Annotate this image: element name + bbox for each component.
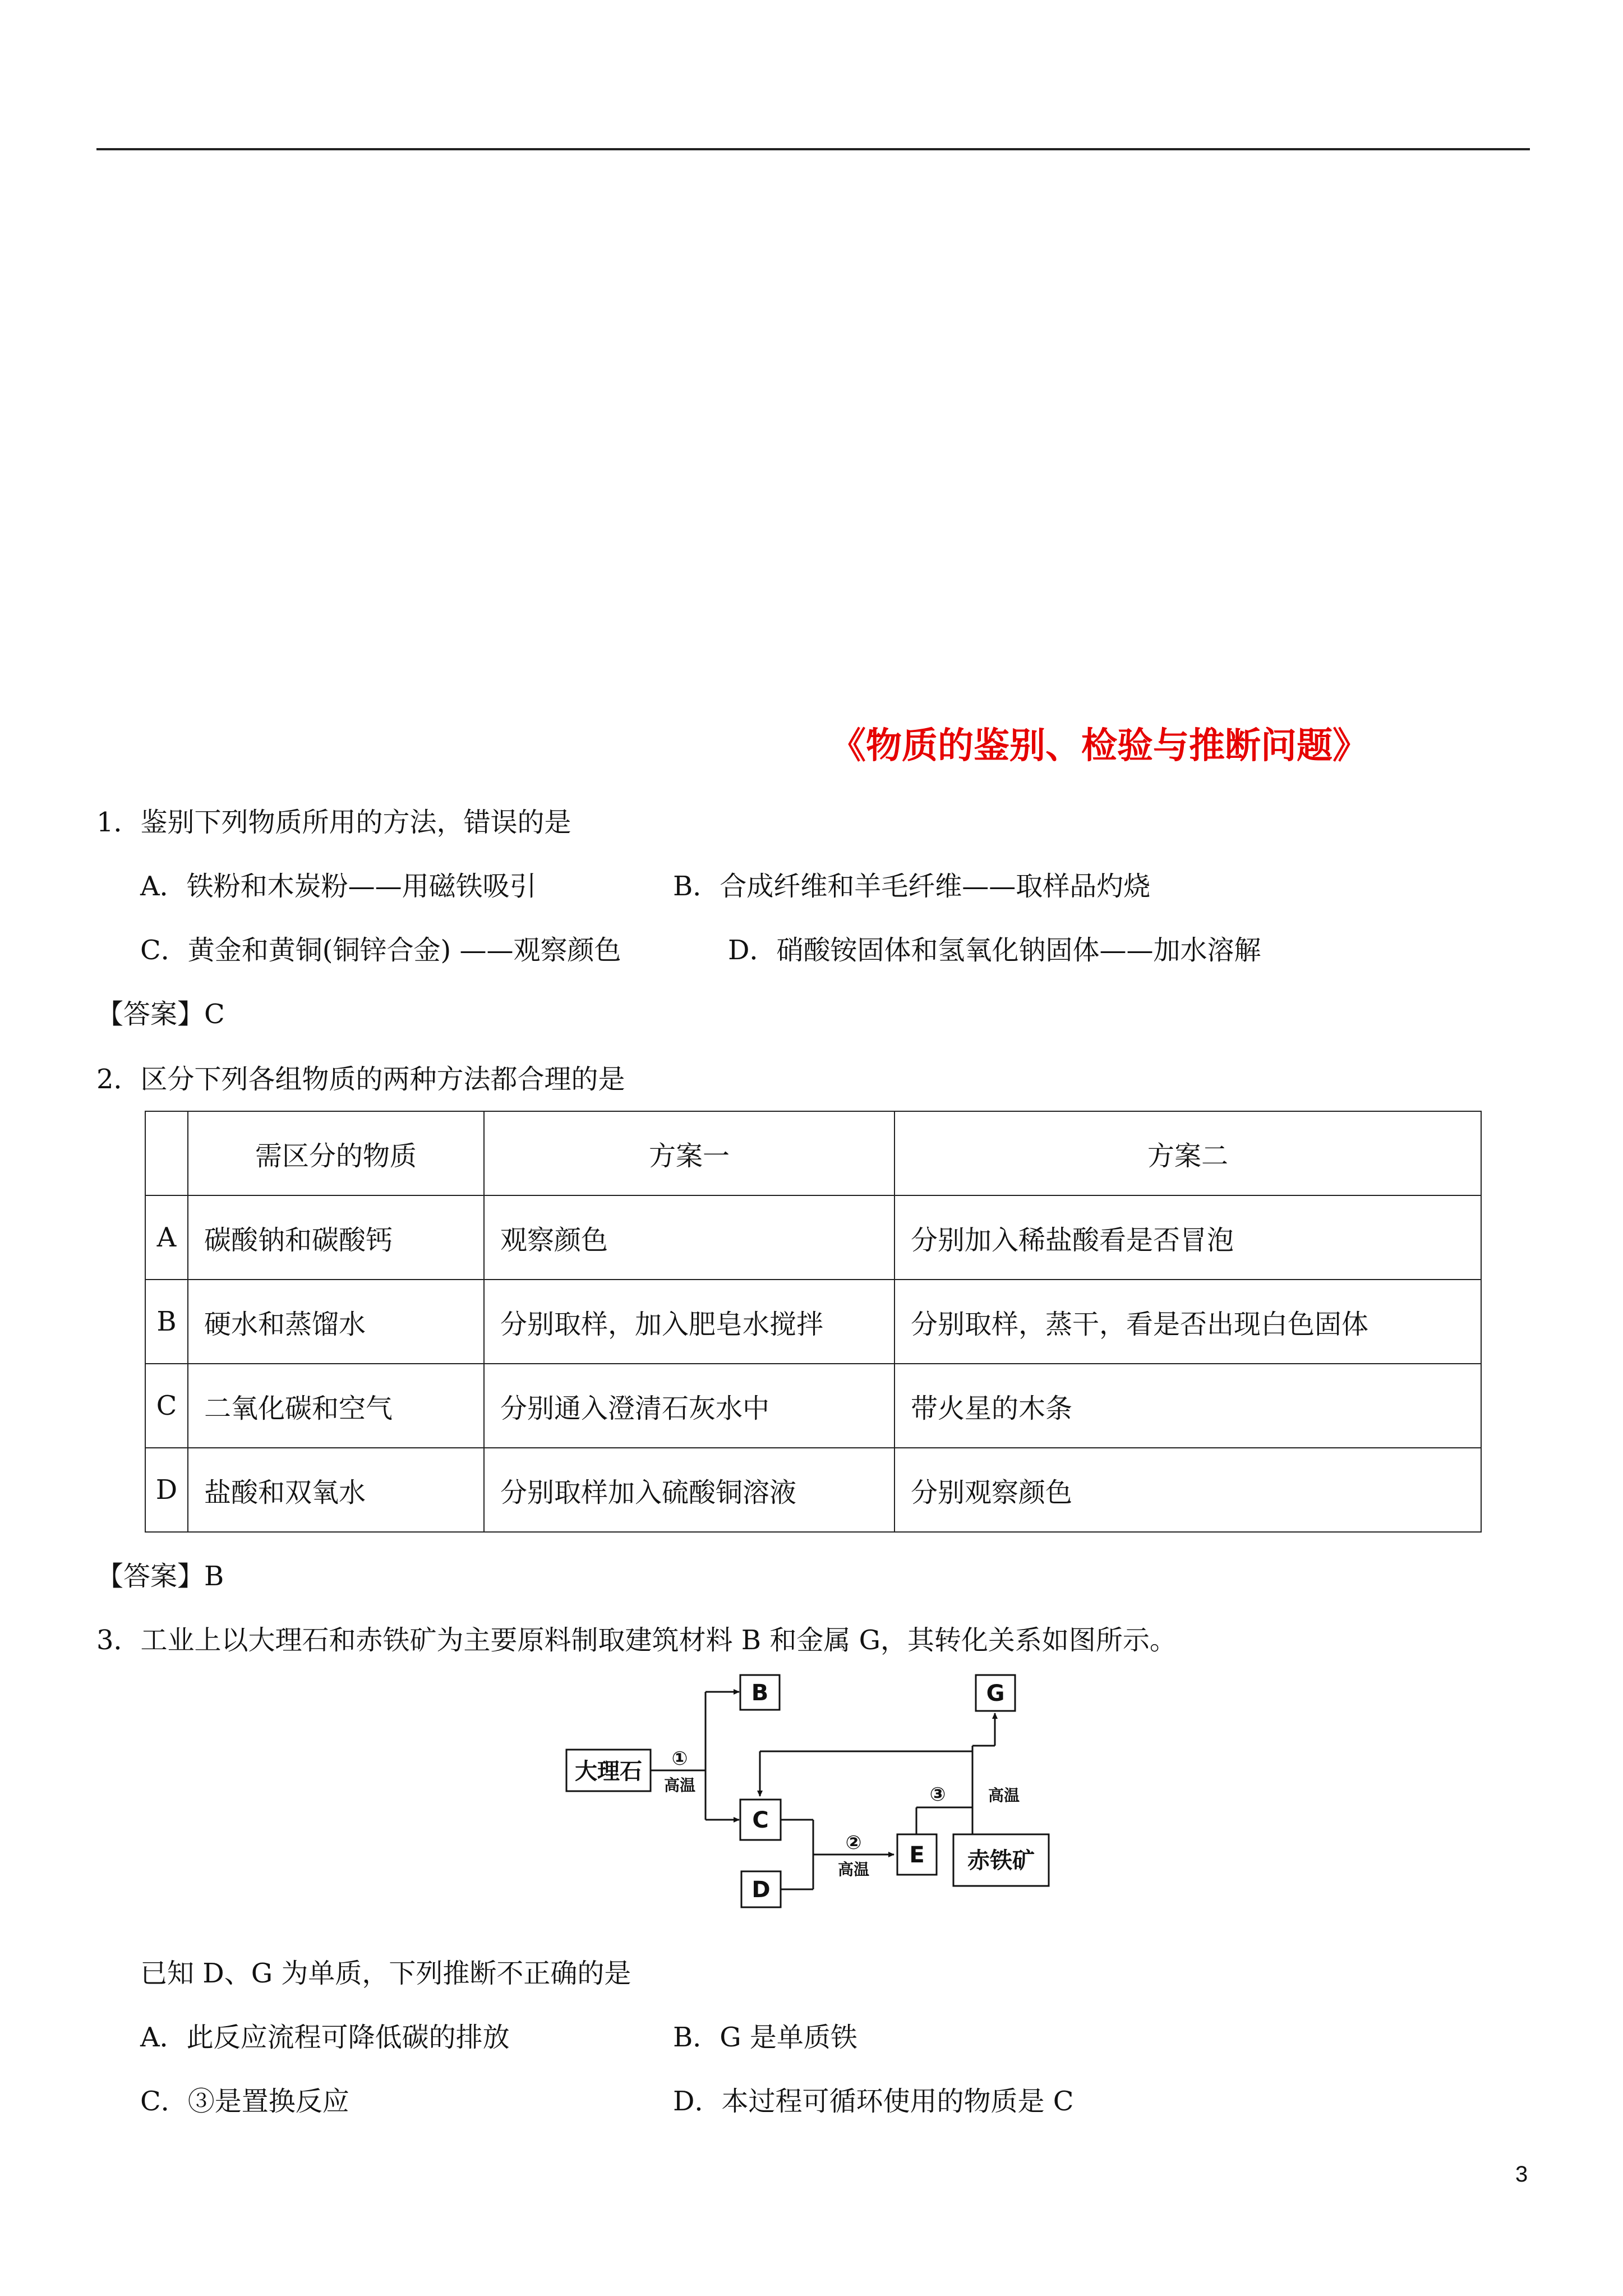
table-header-row xyxy=(145,1111,1481,1195)
table-cell: 分别观察颜色 xyxy=(895,1448,1481,1532)
table-cell: B xyxy=(145,1280,188,1364)
b-label: B xyxy=(751,1680,769,1706)
table-row xyxy=(145,1280,1481,1364)
c-label: C xyxy=(752,1807,769,1833)
document-title: 《物质的鉴别、检验与推断问题》 xyxy=(830,725,1368,767)
d-label: D xyxy=(751,1877,771,1903)
q3-flow-diagram xyxy=(561,1674,1066,1910)
step1-label: ① xyxy=(671,1747,688,1770)
hematite-label: 赤铁矿 xyxy=(967,1848,1035,1874)
table-header-cell: 方案二 xyxy=(895,1111,1481,1195)
step3-label: ③ xyxy=(929,1783,946,1806)
table-cell: 碳酸钠和碳酸钙 xyxy=(188,1195,484,1280)
cond3-label: 高温 xyxy=(988,1786,1020,1805)
table-cell: C xyxy=(145,1364,188,1448)
table-header-cell xyxy=(145,1111,188,1195)
table-row xyxy=(145,1364,1481,1448)
cond1-label: 高温 xyxy=(663,1776,696,1795)
q1-option-d: D．硝酸铵固体和氢氧化钠固体——加水溶解 xyxy=(728,935,1261,966)
table-cell: 分别通入澄清石灰水中 xyxy=(484,1364,895,1448)
q1-stem: 1．鉴别下列物质所用的方法，错误的是 xyxy=(96,807,571,838)
q3-given: 已知 D、G 为单质，下列推断不正确的是 xyxy=(140,1958,631,1989)
table-cell: 带火星的木条 xyxy=(895,1364,1481,1448)
q2-answer: 【答案】B xyxy=(96,1561,224,1592)
table-cell: 分别取样，加入肥皂水搅拌 xyxy=(484,1280,895,1364)
g-label: G xyxy=(986,1681,1005,1706)
q1-option-a: A．铁粉和木炭粉——用磁铁吸引 xyxy=(140,871,537,902)
table-cell: 二氧化碳和空气 xyxy=(188,1364,484,1448)
step2-label: ② xyxy=(845,1832,862,1854)
table-cell: 分别取样，蒸干，看是否出现白色固体 xyxy=(895,1280,1481,1364)
table-cell: 观察颜色 xyxy=(484,1195,895,1280)
q3-option-c: C．③是置换反应 xyxy=(140,2086,349,2117)
q3-option-d: D．本过程可循环使用的物质是 C xyxy=(673,2086,1074,2117)
table-header-cell: 需区分的物质 xyxy=(188,1111,484,1195)
q1-option-b: B．合成纤维和羊毛纤维——取样品灼烧 xyxy=(673,871,1151,902)
header-rule xyxy=(96,148,1530,150)
cond2-label: 高温 xyxy=(837,1860,870,1879)
table-cell: D xyxy=(145,1448,188,1532)
q1-option-c: C．黄金和黄铜(铜锌合金) ——观察颜色 xyxy=(140,935,621,966)
table-row xyxy=(145,1195,1481,1280)
page-number: 3 xyxy=(1515,2162,1528,2187)
q3-option-a: A．此反应流程可降低碳的排放 xyxy=(140,2022,510,2053)
table-cell: 分别加入稀盐酸看是否冒泡 xyxy=(895,1195,1481,1280)
q1-answer: 【答案】C xyxy=(96,999,225,1030)
table-header-cell: 方案一 xyxy=(484,1111,895,1195)
table-row xyxy=(145,1448,1481,1532)
q2-stem: 2．区分下列各组物质的两种方法都合理的是 xyxy=(96,1064,625,1095)
table-cell: A xyxy=(145,1195,188,1280)
q3-option-b: B．G 是单质铁 xyxy=(673,2022,857,2053)
q3-stem: 3．工业上以大理石和赤铁矿为主要原料制取建筑材料 B 和金属 G，其转化关系如图所示。 xyxy=(96,1625,1177,1656)
e-label: E xyxy=(909,1842,925,1868)
table-cell: 硬水和蒸馏水 xyxy=(188,1280,484,1364)
marble-label: 大理石 xyxy=(575,1759,642,1784)
table-cell: 分别取样加入硫酸铜溶液 xyxy=(484,1448,895,1532)
table-cell: 盐酸和双氧水 xyxy=(188,1448,484,1532)
q2-table xyxy=(145,1111,1482,1533)
